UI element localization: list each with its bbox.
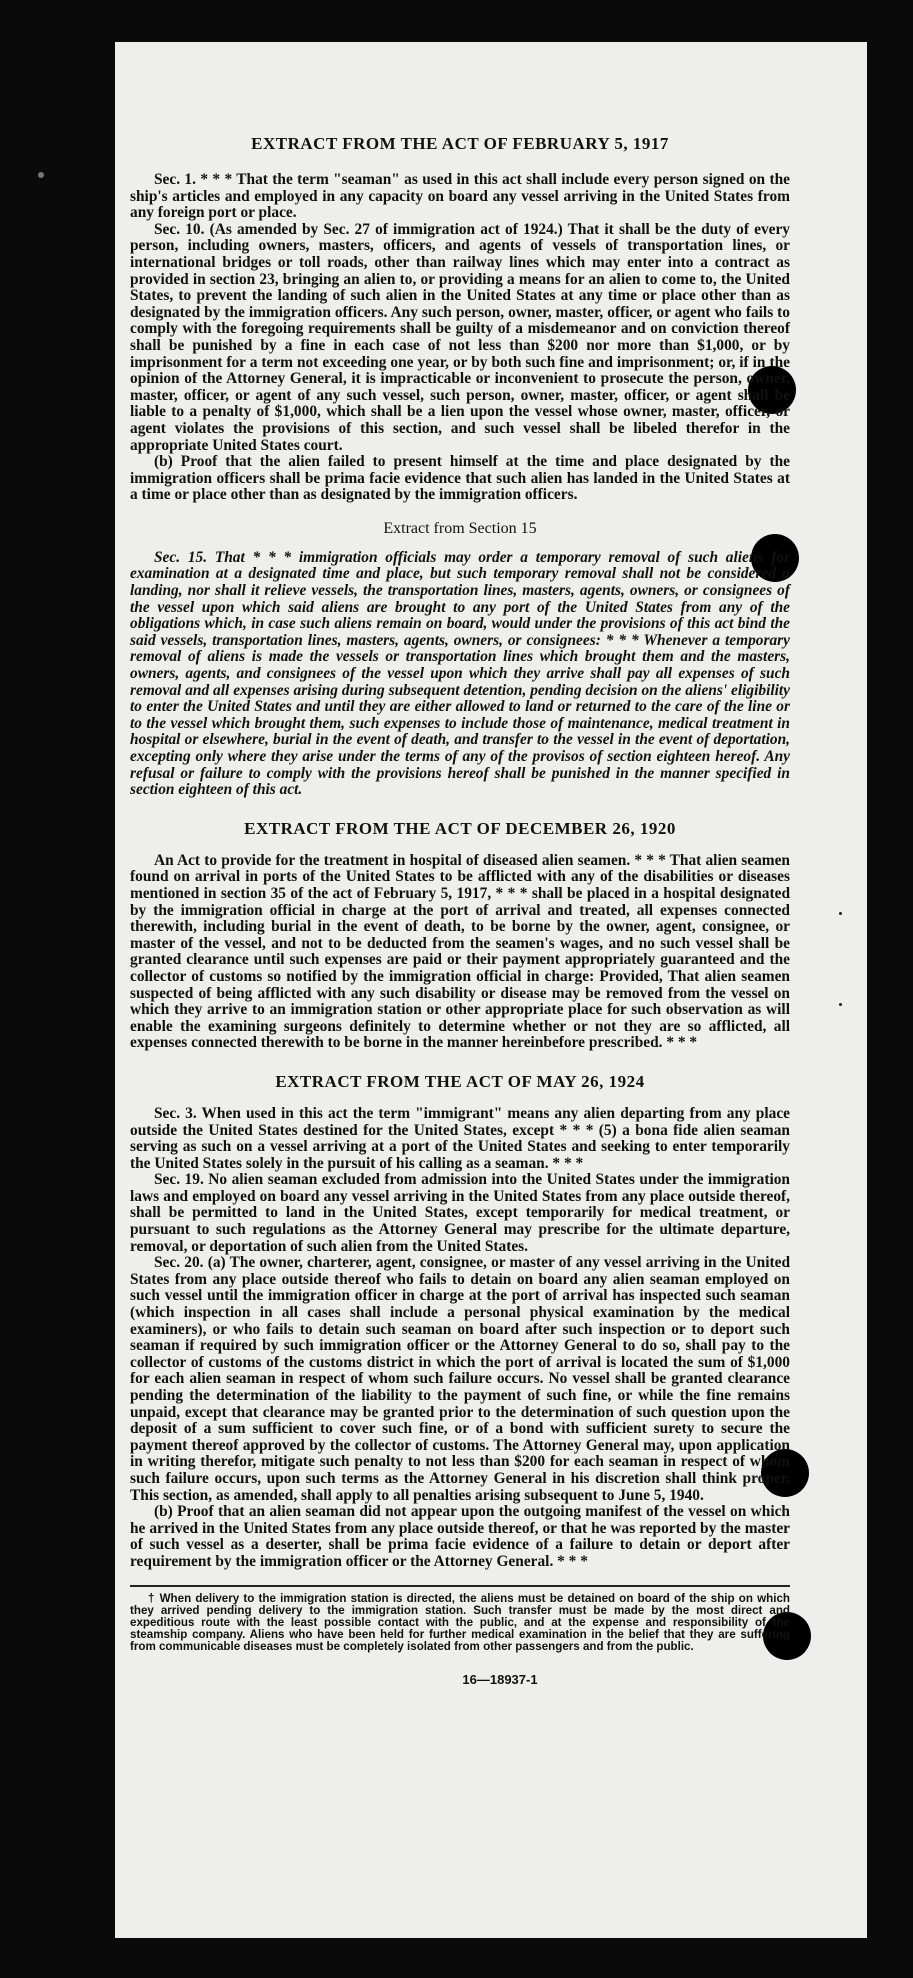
- section-19: Sec. 19. No alien seaman excluded from admission into the United States under the immigration laws and employed on board any vessel arriving in the United States from any place outside thereof, shall be permitted to land in the United States, except temporarily for medical treatment, or pursuant to such regulations as the Attorney General may prescribe for the ultimate departure, removal, or deportation of such alien from the United States.: [130, 1171, 790, 1255]
- heading-act-1920: EXTRACT FROM THE ACT OF DECEMBER 26, 1920: [244, 818, 676, 838]
- section-10: Sec. 10. (As amended by Sec. 27 of immigration act of 1924.) That it shall be the duty of every person, including owners, masters, officers, and agents of vessels of transportation lines, or international bridges or toll roads, other than railway lines which may enter into a contract as provided in section 23, bringing an alien to, or providing a means for an alien to come to, the United States, to prevent the landing of such alien in the United States at any time or place other than as designated by the immigration officers. Any such person, owner, master, officer, or agent who fails to comply with the foregoing requirements shall be guilty of a misdemeanor and on conviction thereof shall be punished by a fine in each case of not less than $200 nor more than $1,000, or by imprisonment for a term not exceeding one year, or by both such fine and imprisonment; or, if in the opinion of the Attorney General, it is impracticable or inconvenient to prosecute the person, owner, master, officer, or agent of any such vessel, such person, owner, master, officer, or agent shall be liable to a penalty of $1,000, which shall be a lien upon the vessel whose owner, master, officer, or agent violates the provisions of this section, and such vessel shall be libeled therefor in the appropriate United States court.: [130, 220, 790, 454]
- section-10b: (b) Proof that the alien failed to present himself at the time and place designated by the immigration officers shall be prima facie evidence that such alien has landed in the United States at a time or place other than as designated by the immigration officers.: [130, 453, 790, 504]
- act-1920-text: An Act to provide for the treatment in hospital of diseased alien seamen. * * * That alien seamen found on arrival in ports of the United States to be afflicted with any of the disabilities or diseases mentioned in section 35 of the act of February 5, 1917, * * * shall be placed in a hospital designated by the immigration official in charge at the port of arrival and treated, all expenses connected therewith, including burial in the event of death, to be borne by the owner, agent, consignee, or master of the vessel, and not to be deducted from the seamen's wages, and no such vessel shall be granted clearance until such expenses are paid or their payment appropriately guaranteed and the collector of customs so notified by the immigration official in charge: Provided, That alien seamen suspected of being afflicted with any such disability or disease may be removed from the vessel on which they arrive to an immigration station or other appropriate place for such observation as will enable the examining surgeons definitely to determine whether or not they are so afflicted, all expenses connected therewith to be borne in the manner hereinbefore prescribed. * * *: [130, 851, 790, 1052]
- footnote-divider: [130, 1585, 790, 1587]
- footnote: † When delivery to the immigration station is directed, the aliens must be detained on board of the ship on which they arrived pending delivery to the immigration station. Such transfer must be made by the most direct and expeditious route with the least possible contact with the public, and at the expense and responsibility of the steamship company. Aliens who have been held for further medical examination in the belief that they are suffering from communicable diseases must be completely isolated from other passengers and from the public.: [130, 1591, 790, 1654]
- section-3: Sec. 3. When used in this act the term "immigrant" means any alien departing from any place outside the United States destined for the United States, except * * * (5) a bona fide alien seaman serving as such on a vessel arriving at a port of the United States and seeking to enter temporarily the United States solely in the pursuit of his calling as a seaman. * * *: [130, 1104, 790, 1172]
- scan-speck: [839, 1003, 842, 1006]
- document-text: [130, 60, 790, 1687]
- heading-act-1924: EXTRACT FROM THE ACT OF MAY 26, 1924: [275, 1071, 645, 1091]
- form-number: 16—18937-1: [462, 1671, 538, 1687]
- heading-act-1917: EXTRACT FROM THE ACT OF FEBRUARY 5, 1917: [251, 134, 669, 153]
- section-20b: (b) Proof that an alien seaman did not appear upon the outgoing manifest of the vessel on which he arrived in the United States from any place outside thereof, or that he was reported by the master of such vessel as a deserter, shall be prima facie evidence of a failure to detain or deport after requirement by the immigration officer or the Attorney General. * * *: [130, 1503, 790, 1570]
- section-20a: Sec. 20. (a) The owner, charterer, agent, consignee, or master of any vessel arriving in the United States from any place outside thereof who fails to detain on board any alien seaman employed on such vessel until the immigration officer in charge at the port of arrival has inspected such seaman (which inspection in all cases shall include a personal physical examination by the medical examiners), or who fails to detain such seaman on board after such inspection or to deport such seaman if required by such immigration officer or the Attorney General to do so, shall pay to the collector of customs of the customs district in which the port of arrival is located the sum of $1,000 for each alien seaman in respect of whom such failure occurs. No vessel shall be granted clearance pending the determination of the liability to the payment of such fine, or while the fine remains unpaid, except that clearance may be granted prior to the determination of such question upon the deposit of a sum sufficient to cover such fine, or of a bond with sufficient surety to secure the payment thereof approved by the collector of customs. The Attorney General may, upon application in writing therefor, mitigate such penalty to not less than $200 for each seaman in respect of whom such failure occurs, upon such terms as the Attorney General in his discretion shall think proper. This section, as amended, shall apply to all penalties arising subsequent to June 5, 1940.: [130, 1254, 790, 1504]
- scan-speck: [38, 172, 44, 178]
- section-1: Sec. 1. * * * That the term "seaman" as used in this act shall include every person signed on the ship's articles and employed in any capacity on board any vessel arriving in the United States from any foreign port or place.: [130, 171, 790, 222]
- heading-section-15: Extract from Section 15: [383, 519, 537, 537]
- section-15: Sec. 15. That * * * immigration officials may order a temporary removal of such aliens for examination at a designated time and place, but such temporary removal shall not be considered a landing, nor shall it relieve vessels, the transportation lines, masters, agents, owners, or consignees of the vessel upon which said aliens are brought to any port of the United States from any of the obligations which, in case such aliens remain on board, would under the provisions of this act bind the said vessels, transportation lines, masters, agents, owners, or consignees: * * * Whenever a temporary removal of aliens is made the vessels or transportation lines which brought them and the masters, owners, agents, and consignees of the vessel upon which they arrive shall pay all expenses of such removal and all expenses arising during subsequent detention, pending decision on the aliens' eligibility to enter the United States and until they are either allowed to land or returned to the care of the line or to the vessel which brought them, such expenses to include those of maintenance, medical treatment in hospital or elsewhere, burial in the event of death, and transfer to the vessel in the event of deportation, excepting only where they arise under the terms of any of the provisos of section eighteen hereof. Any refusal or failure to comply with the provisions hereof shall be punished in the manner specified in section eighteen of this act.: [130, 548, 790, 799]
- scan-speck: [839, 912, 842, 915]
